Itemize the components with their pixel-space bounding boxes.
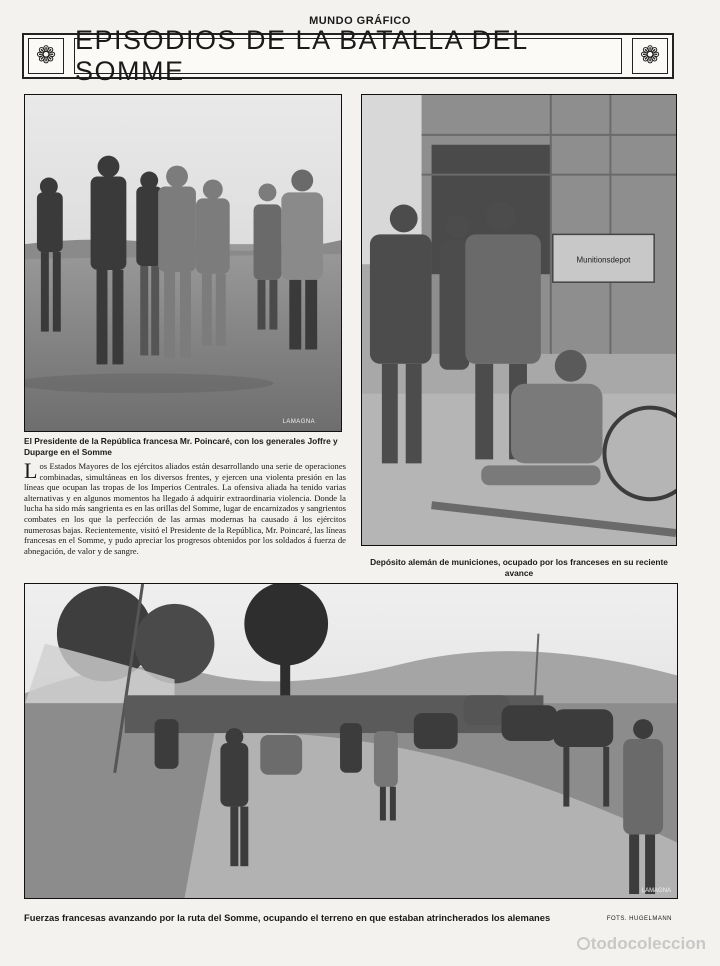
photo-credit: LAMAGNA (282, 419, 316, 426)
photo-caption: Depósito alemán de municiones, ocupado por los franceses en su reciente avance (370, 557, 668, 578)
watermark-logo-icon (577, 937, 590, 950)
dropcap-letter: L (24, 458, 38, 483)
photo-poincare-generals (24, 94, 342, 432)
watermark-text: todocoleccion (590, 934, 706, 953)
watermark (577, 934, 706, 954)
article-text: os Estados Mayores de los ejércitos aliados están desarrollando una serie de operaciones combinadas, simultáneas en los diversos frentes, y ejercen una violenta presión en las líneas que ocupan las tropas de los Imperios Centrales. La ofensiva aliada ha tenido varias alternativas y en algunos momentos ha llegado á adquirir extraordinaria violencia. Donde la lucha ha sido más sangrienta es en las orillas del Somme, lugar de encarnizados y sangrientos combates en los que la perfección de las armas modernas ha causado á los ejércitos numerosas bajas. Recientemente, visitó el Presidente de la República, Mr. Poincaré, las líneas francesas en el Somme, y pudo apreciar los progresos obtenidos por los soldados á fuerza de abnegación, de valor y de sangre. (24, 461, 346, 556)
flower-ornament-icon: ❁ (632, 38, 668, 74)
photo-caption: Fuerzas francesas avanzando por la ruta del Somme, ocupando el terreno en que estaban atrincherados los alemanes (24, 912, 551, 923)
page-title: EPISODIOS DE LA BATALLA DEL SOMME (74, 38, 622, 74)
photo-munitions-depot (361, 94, 677, 546)
flower-ornament-icon: ❁ (28, 38, 64, 74)
photo-caption: El Presidente de la República francesa Mr. Poincaré, con los generales Joffre y Duparge en el Somme (24, 436, 338, 457)
masthead: MUNDO GRÁFICO (309, 15, 411, 27)
photo-french-forces-road (24, 583, 678, 899)
article-body (24, 458, 346, 556)
title-banner (22, 25, 674, 86)
photo-credit: FOTS. HUGELMANN (606, 916, 672, 922)
depot-sign-text: Munitionsdepot (576, 255, 631, 265)
photo-credit: LAMAGNA (641, 888, 672, 895)
